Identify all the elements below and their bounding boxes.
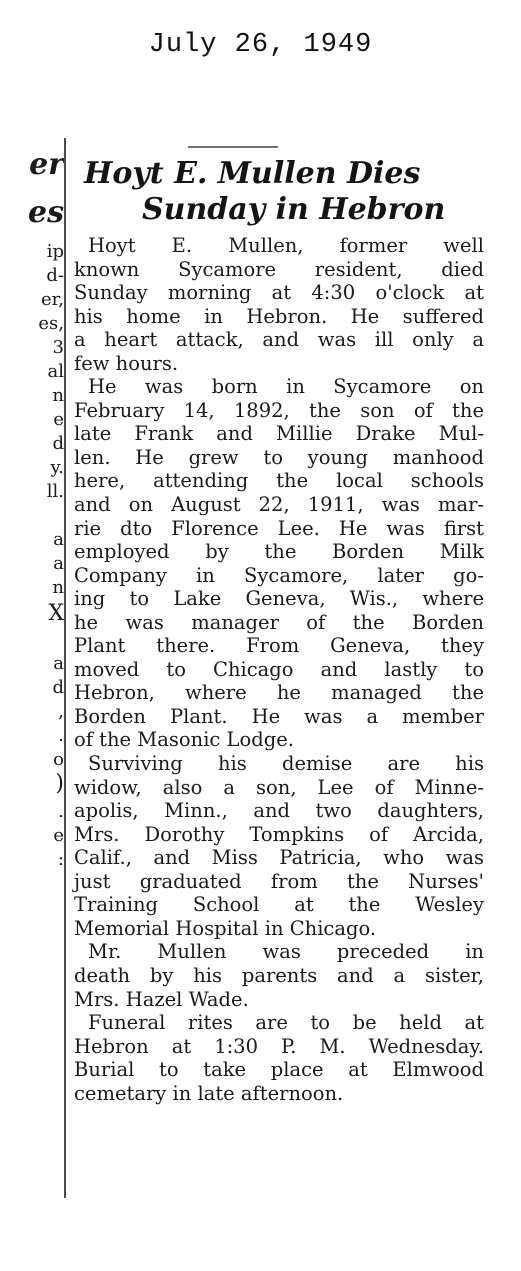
left-fragment: d- (46, 265, 64, 286)
left-fragment: n (52, 577, 64, 598)
left-fragment: a (53, 653, 64, 674)
article-line: He was born in Sycamore on (88, 375, 484, 399)
left-fragment: d (52, 433, 64, 454)
left-fragment: a (53, 529, 64, 550)
left-fragment: X (48, 601, 64, 626)
article-line: Funeral rites are to be held at (88, 1011, 484, 1035)
left-fragment: . (58, 725, 64, 746)
article-line: he was manager of the Borden (74, 610, 484, 634)
left-fragment: ) (55, 771, 64, 796)
article-line: cemetary in late afternoon. (74, 1081, 344, 1105)
article-line: few hours. (74, 351, 179, 375)
clipping-date: July 26, 1949 (148, 30, 373, 60)
article-line: Hoyt E. Mullen, former well (88, 234, 484, 257)
left-fragment: es, (38, 313, 64, 334)
left-fragment: ip (46, 241, 64, 262)
adjacent-column-fragments (0, 0, 64, 1271)
article-line: here, attending the local schools (74, 469, 484, 493)
left-fragment: y. (50, 457, 64, 478)
article-line: of the Masonic Lodge. (74, 728, 294, 752)
left-fragment: er (29, 147, 64, 182)
left-fragment: , (58, 701, 64, 722)
article-line: death by his parents and a sister, (74, 963, 484, 987)
article-line: apolis, Minn., and two daughters, (74, 799, 484, 823)
left-fragment: 3 (52, 337, 64, 358)
left-fragment: er, (40, 289, 64, 310)
article-line: moved to Chicago and lastly to (74, 657, 484, 681)
article-line: Calif., and Miss Patricia, who was (74, 846, 484, 870)
article-line: Borden Plant. He was a member (74, 704, 484, 728)
headline-line-1: Hoyt E. Mullen Dies (84, 156, 421, 191)
article-line: Surviving his demise are his (88, 752, 484, 776)
article-line: known Sycamore resident, died (74, 257, 484, 281)
article-line: Hebron, where he managed the (74, 681, 484, 705)
article-line: Memorial Hospital in Chicago. (74, 916, 377, 940)
article-line: employed by the Borden Milk (74, 540, 484, 564)
column-divider (64, 138, 66, 1198)
article-line: February 14, 1892, the son of the (74, 398, 484, 422)
article-line: Mr. Mullen was preceded in (88, 940, 484, 964)
article-line: Training School at the Wesley (74, 893, 484, 917)
article-line: and on August 22, 1911, was mar- (74, 493, 484, 517)
article-line: Mrs. Hazel Wade. (74, 987, 249, 1011)
article-line: Sunday morning at 4:30 o'clock at (74, 281, 484, 305)
left-fragment: a (53, 553, 64, 574)
article-line: Hebron at 1:30 P. M. Wednesday. (74, 1034, 484, 1058)
left-fragment: al (47, 361, 64, 382)
article-line: Company in Sycamore, later go- (74, 563, 484, 587)
left-fragment: ll. (46, 481, 64, 502)
article-line: rie dto Florence Lee. He was first (74, 516, 484, 540)
article-line: a heart attack, and was ill only a (74, 328, 484, 352)
left-fragment: es (28, 195, 64, 230)
article-line: his home in Hebron. He suffered (74, 304, 484, 328)
left-fragment: o (53, 749, 64, 770)
left-fragment: : (57, 849, 64, 870)
article-line: len. He grew to young manhood (74, 445, 484, 469)
article-line: widow, also a son, Lee of Minne- (74, 775, 484, 799)
article-body (74, 234, 484, 1105)
headline-line-2: Sunday in Hebron (142, 192, 446, 227)
article-line: just graduated from the Nurses' (74, 869, 484, 893)
left-fragment: e (53, 825, 64, 846)
article-line: Burial to take place at Elmwood (74, 1058, 484, 1082)
left-fragment: . (58, 801, 64, 822)
article-line: ing to Lake Geneva, Wis., where (74, 587, 484, 611)
article-line: Plant there. From Geneva, they (74, 634, 484, 658)
left-fragment: e (53, 409, 64, 430)
article-line: Mrs. Dorothy Tompkins of Arcida, (74, 822, 484, 846)
left-fragment: n (52, 385, 64, 406)
left-fragment: d (52, 677, 64, 698)
headline-rule (188, 146, 278, 148)
article-line: late Frank and Millie Drake Mul- (74, 422, 484, 446)
